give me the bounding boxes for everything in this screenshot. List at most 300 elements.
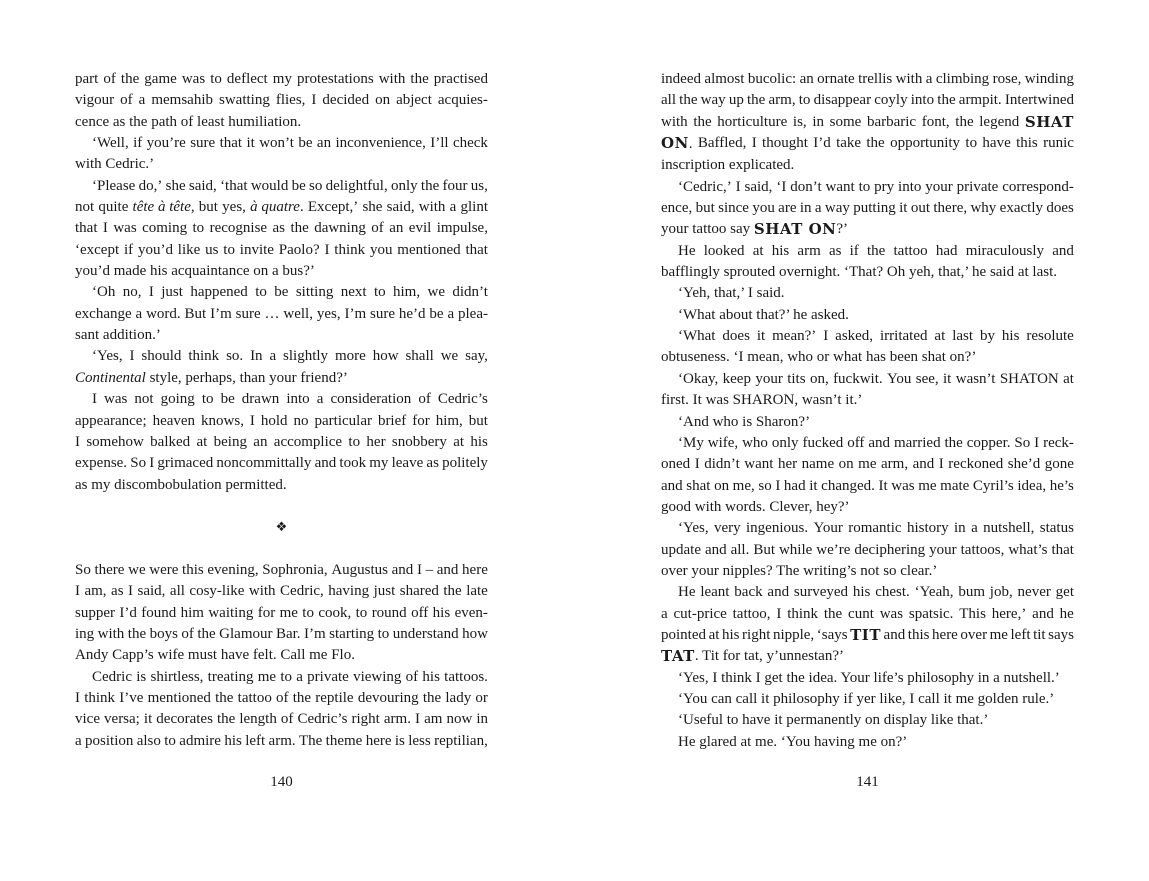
text-line bbox=[661, 347, 1074, 368]
word: ‘that bbox=[220, 177, 248, 194]
word: boys bbox=[149, 625, 178, 642]
word: should bbox=[141, 348, 182, 365]
word: his bbox=[771, 242, 790, 259]
word: am bbox=[424, 711, 443, 728]
word: legend bbox=[979, 113, 1020, 130]
tattoo-legend: SHAT bbox=[1024, 112, 1074, 131]
text-line bbox=[75, 240, 488, 261]
word: armpit. bbox=[958, 92, 1002, 109]
text-line bbox=[661, 283, 1074, 304]
word: up bbox=[728, 92, 744, 109]
word: I bbox=[75, 583, 80, 600]
word: as bbox=[111, 583, 124, 600]
word: tattoos, bbox=[960, 541, 1005, 558]
word: is bbox=[136, 668, 147, 685]
word: knows, bbox=[201, 412, 244, 429]
word: it bbox=[899, 200, 908, 217]
page-number-left: 140 bbox=[270, 774, 293, 790]
text-line bbox=[661, 412, 1074, 433]
word: how bbox=[462, 625, 488, 642]
word: for bbox=[412, 412, 430, 429]
word: am, bbox=[84, 583, 107, 600]
text-line bbox=[661, 497, 1074, 518]
word: a bbox=[135, 305, 143, 322]
word: changed. bbox=[821, 477, 875, 494]
word: vice bbox=[75, 711, 100, 728]
word: a bbox=[447, 305, 455, 322]
word: with bbox=[248, 583, 276, 600]
word: in bbox=[476, 711, 488, 728]
word: him, bbox=[435, 412, 463, 429]
word: name bbox=[801, 456, 835, 473]
word: take bbox=[836, 135, 862, 152]
word: I bbox=[129, 348, 135, 365]
word: He bbox=[678, 584, 696, 601]
word: reptile bbox=[315, 689, 354, 706]
word: if bbox=[133, 135, 143, 152]
word: are bbox=[778, 200, 797, 217]
word: The bbox=[298, 732, 323, 749]
word: ‘Yes, bbox=[678, 520, 709, 537]
word: an bbox=[799, 71, 814, 87]
text-line bbox=[75, 411, 488, 432]
word: the bbox=[422, 689, 442, 706]
word: with bbox=[661, 113, 688, 130]
word: history bbox=[906, 520, 949, 537]
word: leave bbox=[391, 455, 424, 472]
word: I bbox=[735, 178, 741, 195]
word: gone bbox=[1044, 456, 1074, 473]
text-line bbox=[75, 624, 488, 645]
word: an bbox=[389, 220, 404, 237]
word: him, bbox=[393, 284, 421, 301]
word: right bbox=[742, 626, 771, 643]
word: he’s bbox=[1049, 477, 1074, 494]
word: on bbox=[714, 477, 730, 494]
word: inconvenience, bbox=[335, 135, 426, 152]
word: I bbox=[311, 92, 317, 109]
word: won’t bbox=[259, 135, 294, 152]
word: so. bbox=[226, 348, 244, 365]
word: Sophronia, bbox=[262, 561, 328, 578]
word: snobbery bbox=[391, 433, 447, 450]
word: on bbox=[838, 456, 854, 473]
word: that bbox=[219, 135, 243, 152]
word: do,’ bbox=[138, 177, 163, 194]
word: a bbox=[138, 92, 146, 109]
text-line bbox=[75, 389, 488, 410]
word: all bbox=[169, 583, 185, 600]
word: this bbox=[1016, 135, 1038, 152]
word: arm. bbox=[383, 711, 411, 728]
word: tattoos. bbox=[444, 668, 488, 685]
word: I bbox=[938, 456, 944, 473]
word: . bbox=[688, 136, 693, 153]
word: and bbox=[1032, 605, 1054, 622]
word: ‘Okay, bbox=[678, 370, 719, 387]
text-line bbox=[661, 710, 1074, 731]
word: heaven bbox=[152, 412, 196, 429]
word: somehow bbox=[86, 433, 144, 450]
word: fucked bbox=[802, 434, 844, 451]
line-text: ‘What about that?’ he asked. bbox=[678, 306, 849, 323]
word: in bbox=[812, 113, 824, 130]
word: us, bbox=[470, 177, 488, 194]
word: … bbox=[264, 305, 280, 322]
word: Your bbox=[813, 520, 843, 537]
word: invite bbox=[239, 241, 274, 258]
word: didn’t bbox=[704, 456, 740, 473]
word: you bbox=[369, 241, 393, 258]
word: we bbox=[427, 284, 445, 301]
word: say, bbox=[465, 348, 488, 365]
word: nipple, bbox=[772, 626, 815, 643]
italic-text: tête à tête bbox=[132, 199, 191, 216]
line-text: ‘And who is Sharon?’ bbox=[678, 413, 811, 430]
word: want bbox=[825, 178, 855, 195]
word: brief bbox=[377, 412, 407, 429]
word: I bbox=[149, 455, 155, 472]
word: shat bbox=[686, 477, 711, 494]
word: resolute bbox=[1026, 328, 1074, 345]
word: like bbox=[177, 241, 201, 258]
text-line bbox=[75, 368, 488, 389]
word: or bbox=[475, 689, 488, 706]
text-line bbox=[75, 581, 488, 602]
word: appearance; bbox=[75, 412, 147, 429]
word: in bbox=[954, 520, 966, 537]
word: a bbox=[814, 200, 822, 217]
text-line bbox=[661, 518, 1074, 539]
word: to bbox=[280, 668, 292, 685]
word: less bbox=[408, 732, 431, 749]
word: ornate bbox=[817, 71, 855, 87]
line-text: over your nipples? The writing’s not so clear.’ bbox=[661, 562, 938, 579]
word: late bbox=[466, 583, 488, 600]
word bbox=[133, 197, 195, 218]
right-page-text bbox=[661, 69, 1074, 753]
word: so bbox=[309, 177, 323, 194]
word: balked bbox=[150, 433, 191, 450]
word: I bbox=[128, 583, 134, 600]
word: horticulture bbox=[717, 113, 788, 130]
word: had bbox=[935, 242, 958, 259]
word: exactly bbox=[999, 200, 1043, 217]
word: arm bbox=[797, 242, 821, 259]
word: my bbox=[272, 71, 292, 87]
word: supper bbox=[75, 604, 115, 621]
word: if bbox=[849, 242, 859, 259]
word: the bbox=[944, 434, 963, 451]
line-text: ‘Useful to have it permanently on display like that.’ bbox=[678, 712, 989, 729]
word: into bbox=[286, 391, 310, 408]
word: the bbox=[127, 625, 147, 642]
word: on bbox=[375, 92, 391, 109]
word: chest. bbox=[875, 584, 910, 601]
word: status bbox=[1039, 520, 1074, 537]
word: me bbox=[858, 456, 877, 473]
word: his bbox=[721, 626, 740, 643]
word: Glamour bbox=[219, 625, 273, 642]
word: ‘Yes, bbox=[92, 348, 123, 365]
text-line bbox=[75, 197, 488, 218]
word: be bbox=[298, 135, 313, 152]
text-line bbox=[75, 432, 488, 453]
word: – bbox=[425, 561, 434, 578]
word: the bbox=[292, 689, 312, 706]
word: this bbox=[182, 561, 204, 578]
word: think bbox=[787, 605, 819, 622]
word: but bbox=[468, 412, 488, 429]
text-line bbox=[661, 561, 1074, 582]
word: decided bbox=[322, 92, 370, 109]
word: off bbox=[411, 604, 429, 621]
line-text: with Cedric.’ bbox=[75, 156, 155, 173]
word: I bbox=[75, 433, 80, 450]
word: just bbox=[373, 583, 396, 600]
text-line bbox=[661, 219, 1074, 240]
word: to bbox=[858, 178, 871, 195]
tattoo-legend: TIT bbox=[850, 625, 881, 644]
word: all bbox=[661, 92, 676, 109]
word: private bbox=[956, 178, 999, 195]
text-line bbox=[661, 390, 1074, 411]
word: as bbox=[426, 455, 439, 472]
word: sitting bbox=[295, 284, 334, 301]
word: check bbox=[452, 135, 488, 152]
word: grimaced bbox=[157, 455, 214, 472]
word: his bbox=[422, 668, 440, 685]
word: abject bbox=[396, 92, 432, 109]
word: I’ll bbox=[430, 135, 449, 152]
word: mean?’ bbox=[772, 328, 817, 345]
word: game bbox=[144, 71, 177, 87]
word: putting bbox=[853, 200, 896, 217]
word: him bbox=[180, 604, 204, 621]
text-line bbox=[661, 668, 1074, 689]
word: it bbox=[809, 477, 818, 494]
word: Cedric, bbox=[280, 583, 324, 600]
text-line bbox=[75, 453, 488, 474]
word: I’m bbox=[210, 305, 232, 322]
word: to bbox=[223, 241, 235, 258]
word: of bbox=[418, 391, 431, 408]
word: of bbox=[371, 220, 384, 237]
text-line bbox=[75, 560, 488, 581]
word: the bbox=[866, 135, 885, 152]
word: tattoo bbox=[893, 242, 928, 259]
word: to bbox=[164, 732, 176, 749]
word: cosy-like bbox=[189, 583, 245, 600]
word: was bbox=[113, 220, 137, 237]
word: being bbox=[213, 433, 247, 450]
word: shall bbox=[405, 348, 434, 365]
word: rose, bbox=[992, 71, 1022, 87]
word: her bbox=[366, 433, 386, 450]
word bbox=[250, 197, 304, 218]
word: theme bbox=[325, 732, 363, 749]
word: ingenious. bbox=[746, 520, 809, 537]
word: particular bbox=[314, 412, 372, 429]
word: the bbox=[693, 113, 712, 130]
line-text: style, perhaps, than your friend?’ bbox=[145, 369, 348, 386]
word: . bbox=[299, 199, 304, 216]
word: at bbox=[934, 328, 946, 345]
word: reptilian, bbox=[434, 732, 488, 749]
word: vigour bbox=[75, 92, 115, 109]
tattoo-legend: ON bbox=[661, 134, 689, 153]
word: keep bbox=[722, 370, 751, 387]
word: his bbox=[432, 604, 451, 621]
word: part bbox=[75, 71, 99, 87]
text-line bbox=[661, 133, 1074, 155]
word: I’ve bbox=[119, 689, 144, 706]
line-text: good with words. Clever, hey?’ bbox=[661, 498, 850, 515]
word: a bbox=[296, 668, 303, 685]
word: yes, bbox=[222, 199, 246, 216]
word: left bbox=[245, 732, 266, 749]
word: this bbox=[907, 626, 930, 643]
word: memsahib bbox=[151, 92, 213, 109]
word: Augustus bbox=[331, 561, 388, 578]
word: since bbox=[718, 200, 749, 217]
word: yes, bbox=[316, 305, 341, 322]
word: to bbox=[965, 135, 978, 152]
word: ‘Well, bbox=[92, 135, 129, 152]
word: how bbox=[372, 348, 399, 365]
text-line bbox=[661, 326, 1074, 347]
word: with bbox=[378, 71, 406, 87]
word: by bbox=[979, 328, 995, 345]
word: This bbox=[959, 605, 986, 622]
word: me bbox=[989, 626, 1008, 643]
word: four bbox=[442, 177, 468, 194]
word: at bbox=[708, 626, 720, 643]
word: it bbox=[143, 711, 153, 728]
word: tit bbox=[1033, 626, 1046, 643]
word: decorates bbox=[156, 711, 213, 728]
word: here bbox=[462, 561, 488, 578]
word: is, bbox=[792, 113, 807, 130]
word: a bbox=[449, 199, 457, 216]
word: tattoo, bbox=[732, 605, 771, 622]
line-text: as my discombobulation permitted. bbox=[75, 476, 287, 493]
word: pry bbox=[874, 178, 895, 195]
word: cook, bbox=[318, 604, 352, 621]
word: Paolo? bbox=[278, 241, 320, 258]
word: wasn’t bbox=[955, 370, 996, 387]
word: to bbox=[798, 92, 811, 109]
word: your bbox=[929, 541, 957, 558]
word: the bbox=[937, 92, 956, 109]
word: the bbox=[420, 177, 440, 194]
word: back bbox=[734, 584, 763, 601]
word: I bbox=[324, 241, 330, 258]
word: deflect bbox=[226, 71, 268, 87]
word: the bbox=[747, 92, 766, 109]
word: bum bbox=[958, 584, 985, 601]
word: to bbox=[201, 391, 214, 408]
word: us bbox=[205, 241, 219, 258]
text-line bbox=[661, 540, 1074, 561]
word: a bbox=[269, 348, 277, 365]
left-page-text bbox=[75, 69, 488, 752]
word: almost bbox=[704, 71, 745, 87]
word: only bbox=[771, 434, 799, 451]
word: said, bbox=[386, 199, 415, 216]
word: think bbox=[334, 241, 366, 258]
word: out bbox=[910, 200, 931, 217]
word: found bbox=[141, 604, 177, 621]
word: and bbox=[314, 455, 337, 472]
word: were bbox=[149, 561, 179, 578]
word: your bbox=[755, 370, 783, 387]
word: the bbox=[955, 113, 974, 130]
word: all. bbox=[730, 541, 750, 558]
word: plea- bbox=[458, 305, 488, 322]
word: the bbox=[290, 220, 309, 237]
word: she bbox=[362, 199, 383, 216]
word: be bbox=[291, 177, 306, 194]
word: more bbox=[334, 348, 366, 365]
word: said, bbox=[744, 178, 773, 195]
word: to bbox=[302, 604, 314, 621]
word: his bbox=[470, 433, 488, 450]
word: at bbox=[453, 433, 465, 450]
word: it bbox=[246, 135, 255, 152]
word: and bbox=[868, 434, 891, 451]
word: But bbox=[184, 305, 207, 322]
word: ‘except bbox=[75, 241, 120, 258]
word: the bbox=[866, 242, 886, 259]
word: be bbox=[274, 284, 289, 301]
word: arm. bbox=[268, 732, 296, 749]
word: no, bbox=[122, 284, 142, 301]
word: reckoned bbox=[948, 456, 1004, 473]
word: mentioned bbox=[147, 689, 211, 706]
word: sure bbox=[190, 135, 216, 152]
word: opportunity bbox=[890, 135, 961, 152]
word: for bbox=[257, 604, 276, 621]
word: way bbox=[824, 200, 850, 217]
text-line bbox=[661, 177, 1074, 198]
text-line bbox=[75, 90, 488, 111]
text-line bbox=[75, 667, 488, 688]
line-text: ‘Yeh, that,’ I said. bbox=[678, 285, 785, 302]
word: I bbox=[92, 391, 97, 408]
line-text: sant addition.’ bbox=[75, 327, 161, 344]
word: delightful, bbox=[325, 177, 388, 194]
text-line bbox=[661, 262, 1074, 283]
word: devouring bbox=[357, 689, 419, 706]
word: would bbox=[250, 177, 289, 194]
word: she’d bbox=[1007, 456, 1041, 473]
word: she bbox=[165, 177, 186, 194]
word: expense. bbox=[75, 455, 128, 472]
word: and bbox=[883, 626, 906, 643]
word: my bbox=[369, 455, 389, 472]
word: and bbox=[912, 456, 935, 473]
word: mentioned bbox=[397, 241, 461, 258]
word: SHATON bbox=[999, 370, 1059, 387]
word: So bbox=[130, 455, 147, 472]
word: with bbox=[895, 71, 923, 87]
word: and bbox=[767, 584, 790, 601]
word: and bbox=[704, 541, 727, 558]
word: slightly bbox=[283, 348, 329, 365]
word: here,’ bbox=[991, 605, 1027, 622]
word: round bbox=[371, 604, 407, 621]
